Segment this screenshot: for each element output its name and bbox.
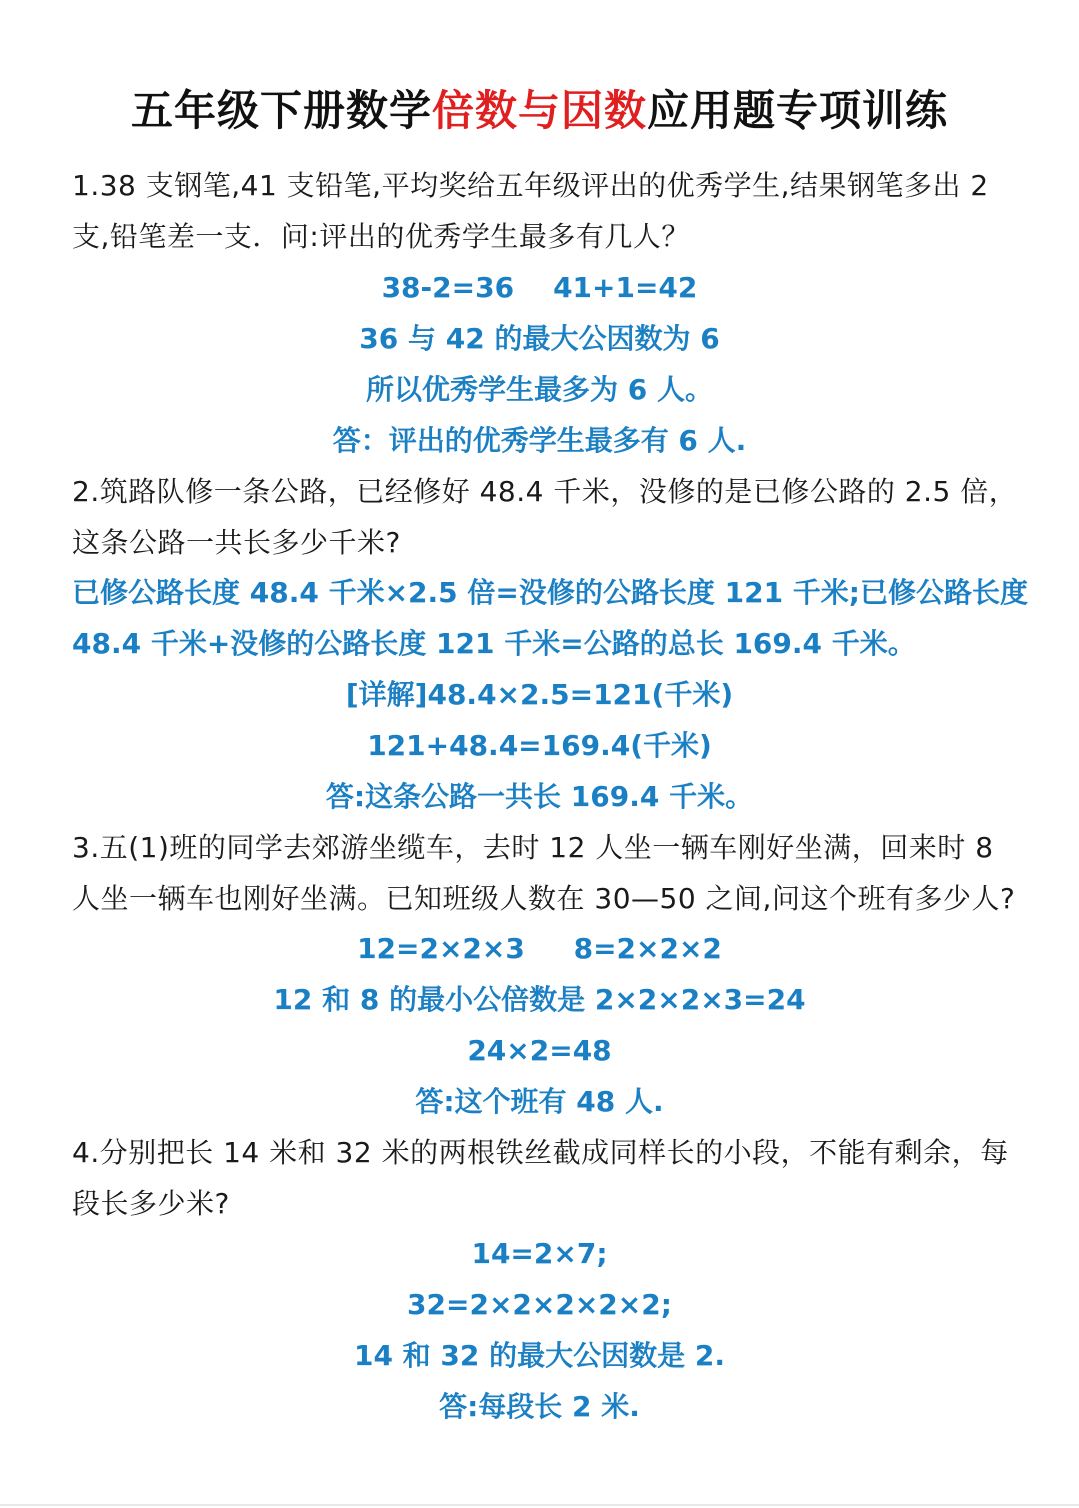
problem-3-question	[72, 822, 1016, 924]
question-line: 4.分别把长 14 米和 32 米的两根铁丝截成同样长的小段，不能有剩余，每	[72, 1136, 1009, 1169]
problem-2-answer-line: 121+48.4=169.4(千米)	[367, 729, 712, 762]
problem-2-question	[72, 466, 1018, 568]
title-part-2: 应用题专项训练	[647, 86, 949, 135]
problem-1-answer-line: 38-2=36 41+1=42	[381, 271, 698, 304]
question-line: 1.38 支钢笔,41 支铅笔,平均奖给五年级评出的优秀学生,结果钢笔多出 2	[72, 169, 989, 202]
explanation-line: 已修公路长度 48.4 千米×2.5 倍=没修的公路长度 121 千米;已修公路长度	[72, 576, 1028, 609]
question-line: 2.筑路队修一条公路，已经修好 48.4 千米，没修的是已修公路的 2.5 倍，	[72, 475, 1018, 508]
explanation-line: 48.4 千米+没修的公路长度 121 千米=公路的总长 169.4 千米。	[72, 627, 916, 660]
problem-3-answer-line: 12 和 8 的最小公倍数是 2×2×2×3=24	[273, 983, 806, 1016]
problem-2-final-answer: 答:这条公路一共长 169.4 千米。	[325, 780, 754, 813]
problem-4-question	[72, 1127, 1012, 1229]
problem-4-final-answer: 答:每段长 2 米.	[439, 1390, 640, 1423]
problem-3-final-answer: 答:这个班有 48 人.	[415, 1085, 664, 1118]
problem-1-answer-line: 36 与 42 的最大公因数为 6	[359, 322, 720, 355]
title-part-1: 五年级下册数学	[130, 86, 432, 135]
title-highlight: 倍数与因数	[431, 86, 647, 135]
question-line: 3.五(1)班的同学去郊游坐缆车，去时 12 人坐一辆车刚好坐满，回来时 8	[72, 831, 994, 864]
problem-1-answer-line: 所以优秀学生最多为 6 人。	[366, 373, 713, 406]
page-title	[0, 82, 1079, 140]
page-bottom-divider	[0, 1504, 1079, 1506]
question-line: 段长多少米?	[72, 1187, 230, 1220]
problem-3-answer-line: 12=2×2×3 8=2×2×2	[357, 932, 722, 965]
question-line: 这条公路一共长多少千米?	[72, 526, 401, 559]
problem-1-question	[72, 160, 1012, 262]
problem-3-answer-line: 24×2=48	[467, 1034, 612, 1067]
problem-1-final-answer: 答：评出的优秀学生最多有 6 人.	[332, 424, 747, 457]
problem-4-answer-line: 14=2×7;	[471, 1237, 608, 1270]
problem-2-answer-line: [详解]48.4×2.5=121(千米)	[345, 678, 734, 711]
problem-2-explanation	[72, 567, 1028, 669]
question-line: 支,铅笔差一支．问:评出的优秀学生最多有几人？	[72, 220, 690, 253]
problem-4-answer-line: 14 和 32 的最大公因数是 2.	[353, 1339, 726, 1372]
problem-4-answer-line: 32=2×2×2×2×2;	[407, 1288, 672, 1321]
question-line: 人坐一辆车也刚好坐满。已知班级人数在 30—50 之间,问这个班有多少人?	[72, 882, 1016, 915]
